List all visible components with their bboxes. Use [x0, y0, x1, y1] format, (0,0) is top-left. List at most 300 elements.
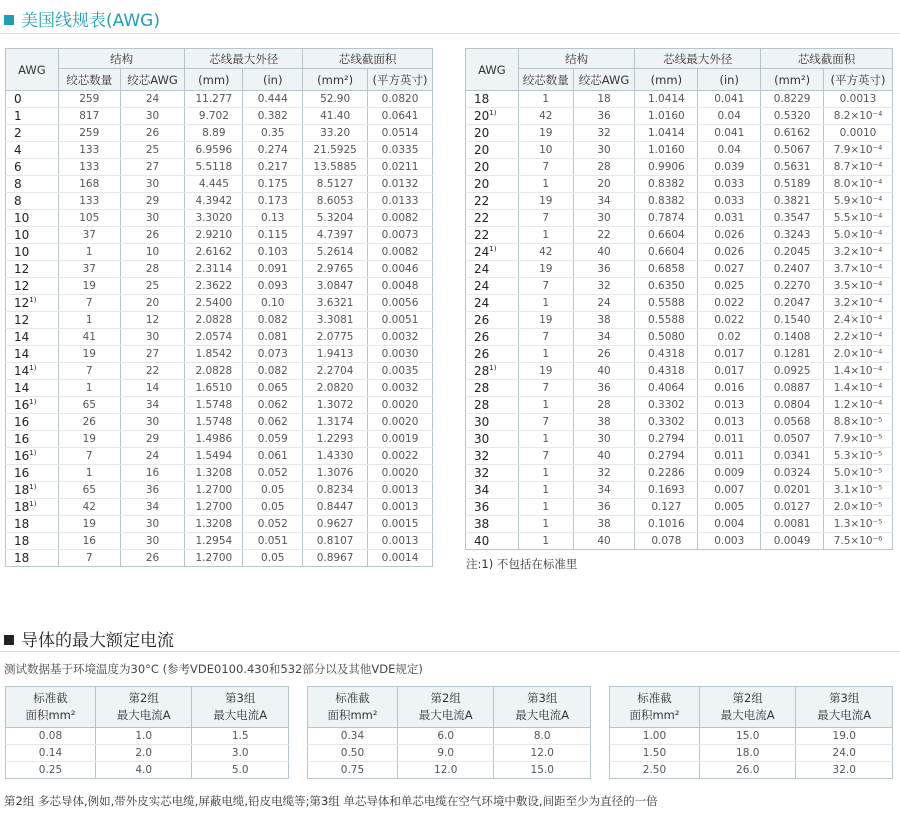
in-cell: 0.065	[243, 380, 303, 397]
strand-awg-cell: 25	[120, 278, 185, 295]
table-row	[466, 108, 893, 125]
strand-awg-cell: 30	[120, 108, 185, 125]
mm-cell: 1.6510	[185, 380, 243, 397]
in-cell: 0.052	[243, 516, 303, 533]
in-cell: 0.10	[243, 295, 303, 312]
section-title-awg: 美国线规表(AWG)	[4, 6, 160, 31]
strand-awg-cell: 30	[573, 431, 635, 448]
mm2-cell: 1.4330	[303, 448, 368, 465]
mm2-cell: 52.90	[303, 91, 368, 108]
strands-cell: 133	[58, 142, 120, 159]
strand-awg-cell: 34	[120, 397, 185, 414]
strands-cell: 65	[58, 397, 120, 414]
mm2-cell: 0.2045	[761, 244, 824, 261]
in-cell: 0.04	[698, 142, 761, 159]
mm-cell: 0.127	[635, 499, 698, 516]
awg-cell: 40	[466, 533, 519, 550]
sqin-cell: 5.9×10⁻⁴	[824, 193, 893, 210]
header-area: 芯线截面积	[761, 49, 893, 69]
strand-awg-cell: 25	[120, 142, 185, 159]
mm-cell: 0.5588	[635, 295, 698, 312]
awg-cell: 18	[6, 533, 59, 550]
strand-awg-cell: 28	[573, 397, 635, 414]
table-row	[466, 125, 893, 142]
section-title-current: 导体的最大额定电流	[4, 626, 174, 651]
strands-cell: 19	[58, 516, 120, 533]
strands-cell: 1	[518, 91, 573, 108]
area-cell: 0.75	[308, 762, 398, 779]
awg-cell: 0	[6, 91, 59, 108]
strands-cell: 7	[518, 414, 573, 431]
mm-cell: 0.8382	[635, 193, 698, 210]
table-row	[610, 762, 893, 779]
table-row	[466, 363, 893, 380]
strands-cell: 7	[518, 448, 573, 465]
mm-cell: 1.2954	[185, 533, 243, 550]
mm2-cell: 0.0887	[761, 380, 824, 397]
strands-cell: 42	[518, 244, 573, 261]
strands-cell: 19	[518, 125, 573, 142]
strand-awg-cell: 26	[120, 227, 185, 244]
mm-cell: 3.3020	[185, 210, 243, 227]
mm-cell: 2.5400	[185, 295, 243, 312]
table-row	[466, 499, 893, 516]
table-row	[6, 176, 433, 193]
sqin-cell: 3.7×10⁻⁴	[824, 261, 893, 278]
in-cell: 0.026	[698, 244, 761, 261]
awg-cell: 20	[466, 176, 519, 193]
mm2-cell: 0.3821	[761, 193, 824, 210]
sqin-cell: 7.9×10⁻⁵	[824, 431, 893, 448]
strands-cell: 1	[518, 499, 573, 516]
mm-cell: 0.5588	[635, 312, 698, 329]
mm-cell: 0.8382	[635, 176, 698, 193]
mm-cell: 0.5080	[635, 329, 698, 346]
header-strands: 绞芯数量	[518, 69, 573, 91]
table-row	[6, 91, 433, 108]
awg-cell: 14	[6, 329, 59, 346]
in-cell: 0.027	[698, 261, 761, 278]
in-cell: 0.093	[243, 278, 303, 295]
table-row	[6, 159, 433, 176]
strands-cell: 41	[58, 329, 120, 346]
mm2-cell: 3.0847	[303, 278, 368, 295]
group3-cell: 24.0	[796, 745, 893, 762]
header-group3: 第3组 最大电流A	[494, 687, 591, 728]
strands-cell: 42	[58, 499, 120, 516]
strands-cell: 26	[58, 414, 120, 431]
sqin-cell: 3.2×10⁻⁴	[824, 244, 893, 261]
in-cell: 0.05	[243, 550, 303, 567]
footnote-mark: 1)	[29, 398, 37, 406]
area-cell: 0.14	[6, 745, 96, 762]
group3-cell: 3.0	[192, 745, 289, 762]
awg-cell: 12	[6, 312, 59, 329]
awg-cell: 38	[466, 516, 519, 533]
strand-awg-cell: 28	[120, 261, 185, 278]
awg-cell: 12	[6, 278, 59, 295]
strands-cell: 7	[518, 159, 573, 176]
mm-cell: 2.6162	[185, 244, 243, 261]
mm2-cell: 0.1540	[761, 312, 824, 329]
mm-cell: 2.3622	[185, 278, 243, 295]
strand-awg-cell: 32	[573, 465, 635, 482]
awg-cell: 10	[6, 227, 59, 244]
mm-cell: 1.2700	[185, 482, 243, 499]
strand-awg-cell: 14	[120, 380, 185, 397]
strands-cell: 259	[58, 125, 120, 142]
awg-cell: 34	[466, 482, 519, 499]
mm2-cell: 2.2704	[303, 363, 368, 380]
mm2-cell: 0.0925	[761, 363, 824, 380]
awg-cell: 8	[6, 193, 59, 210]
mm2-cell: 0.0804	[761, 397, 824, 414]
mm2-cell: 1.3174	[303, 414, 368, 431]
sqin-cell: 0.0133	[368, 193, 433, 210]
current-table	[307, 686, 591, 779]
table-row	[308, 728, 591, 745]
sqin-cell: 3.2×10⁻⁴	[824, 295, 893, 312]
header-structure: 结构	[58, 49, 185, 69]
table-row	[466, 261, 893, 278]
area-cell: 0.25	[6, 762, 96, 779]
strand-awg-cell: 30	[120, 533, 185, 550]
group3-cell: 12.0	[494, 745, 591, 762]
sqin-cell: 1.4×10⁻⁴	[824, 380, 893, 397]
header-group2: 第2组 最大电流A	[699, 687, 796, 728]
strand-awg-cell: 30	[120, 210, 185, 227]
mm2-cell: 0.5631	[761, 159, 824, 176]
sqin-cell: 0.0015	[368, 516, 433, 533]
mm-cell: 2.3114	[185, 261, 243, 278]
sqin-cell: 0.0211	[368, 159, 433, 176]
mm2-cell: 0.8107	[303, 533, 368, 550]
in-cell: 0.007	[698, 482, 761, 499]
mm-cell: 0.6604	[635, 244, 698, 261]
strands-cell: 1	[58, 465, 120, 482]
strands-cell: 19	[58, 346, 120, 363]
mm-cell: 0.2794	[635, 448, 698, 465]
in-cell: 0.062	[243, 397, 303, 414]
mm-cell: 4.3942	[185, 193, 243, 210]
header-max-od: 芯线最大外径	[185, 49, 303, 69]
strand-awg-cell: 30	[120, 329, 185, 346]
in-cell: 0.017	[698, 346, 761, 363]
mm-cell: 1.4986	[185, 431, 243, 448]
awg-cell: 30	[466, 431, 519, 448]
awg-cell: 8	[6, 176, 59, 193]
sqin-cell: 0.0013	[824, 91, 893, 108]
strands-cell: 10	[518, 142, 573, 159]
header-mm2: (mm²)	[761, 69, 824, 91]
strand-awg-cell: 40	[573, 448, 635, 465]
awg-cell: 16	[6, 465, 59, 482]
in-cell: 0.073	[243, 346, 303, 363]
footnote-mark: 1)	[29, 449, 37, 457]
header-mm2: (mm²)	[303, 69, 368, 91]
awg-cell: 28	[466, 397, 519, 414]
awg-cell: 10	[6, 244, 59, 261]
current-table	[609, 686, 893, 779]
group3-cell: 1.5	[192, 728, 289, 745]
mm2-cell: 0.8229	[761, 91, 824, 108]
strand-awg-cell: 30	[120, 414, 185, 431]
header-group3: 第3组 最大电流A	[192, 687, 289, 728]
header-group2: 第2组 最大电流A	[95, 687, 192, 728]
strand-awg-cell: 22	[573, 227, 635, 244]
area-cell: 2.50	[610, 762, 700, 779]
strand-awg-cell: 26	[573, 346, 635, 363]
in-cell: 0.025	[698, 278, 761, 295]
sqin-cell: 5.0×10⁻⁴	[824, 227, 893, 244]
awg-cell: 32	[466, 448, 519, 465]
footnote-mark: 1)	[29, 500, 37, 508]
strand-awg-cell: 27	[120, 159, 185, 176]
footnote-mark: 1)	[29, 364, 37, 372]
awg-cell: 20	[466, 159, 519, 176]
strands-cell: 1	[518, 431, 573, 448]
table-row	[466, 431, 893, 448]
strand-awg-cell: 38	[573, 516, 635, 533]
header-sqin: (平方英寸)	[824, 69, 893, 91]
mm2-cell: 0.3243	[761, 227, 824, 244]
table-row	[6, 465, 433, 482]
mm-cell: 2.9210	[185, 227, 243, 244]
strands-cell: 1	[58, 380, 120, 397]
mm2-cell: 3.6321	[303, 295, 368, 312]
header-strands: 绞芯数量	[58, 69, 120, 91]
group2-cell: 2.0	[95, 745, 192, 762]
table-row	[6, 482, 433, 499]
current-subtitle: 测试数据基于环境温度为30°C (参考VDE0100.430和532部分以及其他VDE规定)	[4, 662, 423, 676]
awg-cell: 16$^{1)}$	[6, 448, 59, 465]
table-row	[6, 295, 433, 312]
mm-cell: 0.6350	[635, 278, 698, 295]
mm-cell: 1.3208	[185, 516, 243, 533]
mm-cell: 1.5748	[185, 397, 243, 414]
mm2-cell: 0.8967	[303, 550, 368, 567]
strands-cell: 16	[58, 533, 120, 550]
table-row	[466, 414, 893, 431]
in-cell: 0.062	[243, 414, 303, 431]
sqin-cell: 0.0132	[368, 176, 433, 193]
strand-awg-cell: 29	[120, 193, 185, 210]
awg-cell: 28$^{1)}$	[466, 363, 519, 380]
in-cell: 0.091	[243, 261, 303, 278]
strands-cell: 7	[518, 278, 573, 295]
mm2-cell: 5.2614	[303, 244, 368, 261]
in-cell: 0.382	[243, 108, 303, 125]
table-row	[610, 728, 893, 745]
awg-cell: 18	[466, 91, 519, 108]
table-row	[466, 244, 893, 261]
in-cell: 0.217	[243, 159, 303, 176]
in-cell: 0.444	[243, 91, 303, 108]
table-row	[6, 728, 289, 745]
sqin-cell: 0.0019	[368, 431, 433, 448]
strands-cell: 1	[58, 244, 120, 261]
header-mm: (mm)	[185, 69, 243, 91]
table-row	[466, 278, 893, 295]
in-cell: 0.033	[698, 176, 761, 193]
in-cell: 0.013	[698, 414, 761, 431]
footnote-mark: 1)	[29, 483, 37, 491]
strand-awg-cell: 34	[573, 193, 635, 210]
table-row	[6, 193, 433, 210]
mm2-cell: 2.0820	[303, 380, 368, 397]
awg-cell: 18	[6, 550, 59, 567]
strand-awg-cell: 36	[573, 261, 635, 278]
mm2-cell: 1.9413	[303, 346, 368, 363]
in-cell: 0.031	[698, 210, 761, 227]
mm-cell: 4.445	[185, 176, 243, 193]
group2-cell: 1.0	[95, 728, 192, 745]
strands-cell: 1	[518, 482, 573, 499]
in-cell: 0.059	[243, 431, 303, 448]
table-row	[6, 745, 289, 762]
table-row	[6, 346, 433, 363]
strands-cell: 1	[58, 312, 120, 329]
area-cell: 1.50	[610, 745, 700, 762]
in-cell: 0.022	[698, 312, 761, 329]
strands-cell: 19	[518, 193, 573, 210]
strand-awg-cell: 30	[120, 516, 185, 533]
mm2-cell: 0.9627	[303, 516, 368, 533]
mm-cell: 2.0574	[185, 329, 243, 346]
table-row	[6, 516, 433, 533]
group2-cell: 12.0	[397, 762, 494, 779]
mm2-cell: 5.3204	[303, 210, 368, 227]
table-row	[6, 762, 289, 779]
sqin-cell: 5.3×10⁻⁵	[824, 448, 893, 465]
mm2-cell: 0.0201	[761, 482, 824, 499]
sqin-cell: 8.7×10⁻⁴	[824, 159, 893, 176]
strand-awg-cell: 26	[120, 550, 185, 567]
strand-awg-cell: 22	[120, 363, 185, 380]
mm2-cell: 0.5189	[761, 176, 824, 193]
mm2-cell: 1.2293	[303, 431, 368, 448]
strand-awg-cell: 30	[573, 142, 635, 159]
table-row	[466, 91, 893, 108]
mm-cell: 1.5748	[185, 414, 243, 431]
table-row	[6, 533, 433, 550]
in-cell: 0.033	[698, 193, 761, 210]
table-row	[466, 482, 893, 499]
table-row	[466, 448, 893, 465]
table-row	[6, 329, 433, 346]
strand-awg-cell: 30	[573, 210, 635, 227]
mm2-cell: 0.5067	[761, 142, 824, 159]
mm-cell: 0.4064	[635, 380, 698, 397]
strand-awg-cell: 36	[573, 108, 635, 125]
awg-cell: 16	[6, 414, 59, 431]
table-row	[6, 227, 433, 244]
header-sqin: (平方英寸)	[368, 69, 433, 91]
header-awg: AWG	[466, 49, 519, 91]
sqin-cell: 2.2×10⁻⁴	[824, 329, 893, 346]
strand-awg-cell: 36	[573, 380, 635, 397]
table-row	[466, 210, 893, 227]
divider	[0, 651, 900, 652]
mm2-cell: 0.1408	[761, 329, 824, 346]
sqin-cell: 0.0641	[368, 108, 433, 125]
strand-awg-cell: 28	[573, 159, 635, 176]
strand-awg-cell: 34	[573, 482, 635, 499]
awg-cell: 16	[6, 431, 59, 448]
mm2-cell: 3.3081	[303, 312, 368, 329]
strand-awg-cell: 40	[573, 363, 635, 380]
mm2-cell: 0.0507	[761, 431, 824, 448]
mm2-cell: 0.0568	[761, 414, 824, 431]
sqin-cell: 0.0051	[368, 312, 433, 329]
awg-cell: 24$^{1)}$	[466, 244, 519, 261]
strands-cell: 7	[58, 295, 120, 312]
sqin-cell: 0.0030	[368, 346, 433, 363]
strand-awg-cell: 12	[120, 312, 185, 329]
header-group2: 第2组 最大电流A	[397, 687, 494, 728]
awg-table-left	[5, 48, 433, 567]
awg-cell: 22	[466, 210, 519, 227]
header-group3: 第3组 最大电流A	[796, 687, 893, 728]
mm-cell: 1.2700	[185, 550, 243, 567]
sqin-cell: 0.0082	[368, 210, 433, 227]
awg-cell: 24	[466, 278, 519, 295]
strands-cell: 19	[518, 363, 573, 380]
table-row	[466, 329, 893, 346]
strands-cell: 19	[58, 278, 120, 295]
mm2-cell: 0.8234	[303, 482, 368, 499]
strands-cell: 1	[518, 533, 573, 550]
strand-awg-cell: 20	[120, 295, 185, 312]
group3-cell: 32.0	[796, 762, 893, 779]
awg-cell: 12	[6, 261, 59, 278]
in-cell: 0.05	[243, 482, 303, 499]
mm-cell: 1.2700	[185, 499, 243, 516]
sqin-cell: 0.0013	[368, 482, 433, 499]
strands-cell: 7	[518, 329, 573, 346]
in-cell: 0.35	[243, 125, 303, 142]
mm-cell: 8.89	[185, 125, 243, 142]
table-row	[466, 380, 893, 397]
table-row	[6, 278, 433, 295]
footnote-mark: 1)	[489, 109, 497, 117]
table-row	[6, 210, 433, 227]
table-row	[466, 159, 893, 176]
strand-awg-cell: 34	[120, 499, 185, 516]
table-row	[466, 465, 893, 482]
header-strand-awg: 绞芯AWG	[573, 69, 635, 91]
mm-cell: 1.0160	[635, 142, 698, 159]
group3-cell: 8.0	[494, 728, 591, 745]
strand-awg-cell: 40	[573, 244, 635, 261]
sqin-cell: 0.0022	[368, 448, 433, 465]
header-area: 芯线截面积	[303, 49, 433, 69]
in-cell: 0.016	[698, 380, 761, 397]
in-cell: 0.13	[243, 210, 303, 227]
strands-cell: 1	[518, 295, 573, 312]
in-cell: 0.013	[698, 397, 761, 414]
table-row	[466, 312, 893, 329]
strands-cell: 133	[58, 193, 120, 210]
table-row	[6, 244, 433, 261]
strands-cell: 37	[58, 261, 120, 278]
table-row	[308, 762, 591, 779]
strand-awg-cell: 24	[120, 448, 185, 465]
strand-awg-cell: 32	[573, 125, 635, 142]
sqin-cell: 1.3×10⁻⁵	[824, 516, 893, 533]
in-cell: 0.274	[243, 142, 303, 159]
in-cell: 0.011	[698, 448, 761, 465]
